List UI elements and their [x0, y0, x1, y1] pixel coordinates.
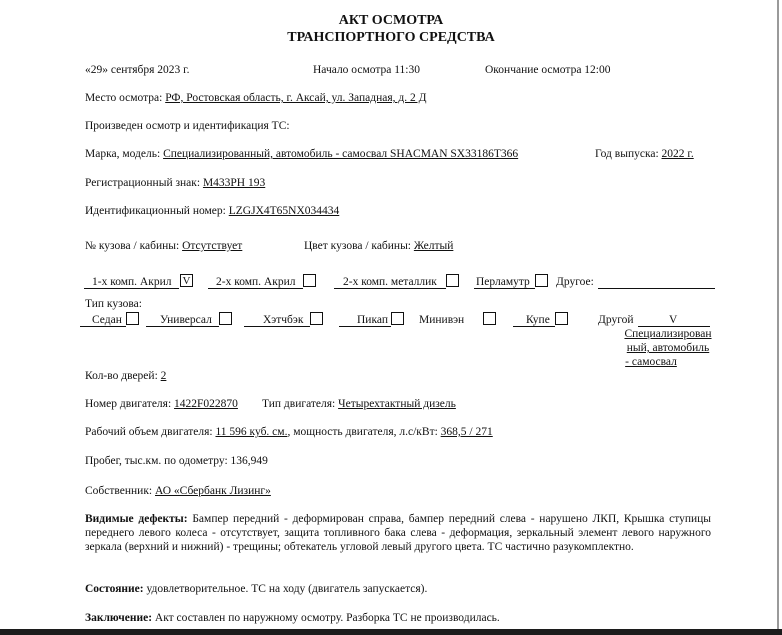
color-row [304, 239, 453, 253]
vin-row [85, 204, 339, 218]
owner-row [85, 484, 271, 498]
doors-row [85, 369, 166, 383]
paint-opt1-underline [84, 288, 179, 289]
body-minivan-label: Минивэн [419, 314, 465, 326]
reg-label: Регистрационный знак: [85, 177, 201, 189]
paint-opt4-checkbox[interactable] [535, 274, 548, 287]
engine-type-label: Тип двигателя: [262, 398, 336, 410]
body-no-value: Отсутствует [182, 240, 243, 252]
body-coupe-checkbox[interactable] [555, 312, 568, 325]
paint-opt3-underline [334, 288, 446, 289]
body-pickup-label: Пикап [357, 314, 388, 326]
body-other-mark: V [669, 314, 678, 326]
engine-no-value: 1422F022870 [174, 398, 238, 410]
paint-opt4-label: Перламутр [476, 276, 530, 288]
body-sedan-underline [80, 326, 126, 327]
engine-row [85, 397, 238, 411]
body-hatchback-label: Хэтчбэк [263, 314, 304, 326]
body-other-label: Другой [598, 314, 634, 326]
paint-opt3-label: 2-х комп. металлик [343, 276, 437, 288]
make-label: Марка, модель: [85, 148, 161, 160]
condition-label: Состояние: [85, 583, 144, 595]
paint-opt1-label: 1-х комп. Акрил [92, 276, 172, 288]
power-value: 368,5 / 271 [440, 426, 493, 438]
make-value: Специализированный, автомобиль - самосвал SHACMAN SX33186T366 [163, 148, 519, 160]
engine-no-label: Номер двигателя: [85, 398, 172, 410]
condition-row [85, 582, 427, 596]
body-universal-label: Универсал [160, 314, 212, 326]
body-universal-underline [146, 326, 219, 327]
vin-label: Идентификационный номер: [85, 205, 226, 217]
displacement-row [85, 425, 493, 439]
place-value: РФ, Ростовская область, г. Аксай, ул. Западная, д. 2 Д [165, 92, 427, 104]
paint-other-label: Другое: [556, 276, 594, 288]
body-other-desc-line3: - самосвал [625, 356, 677, 368]
power-label: , мощность двигателя, л.с/кВт: [287, 426, 438, 438]
place-row [85, 91, 426, 105]
reg-row [85, 176, 265, 190]
place-label: Место осмотра: [85, 92, 163, 104]
paint-opt1-checkbox[interactable]: V [180, 274, 193, 287]
doors-label: Кол-во дверей: [85, 370, 158, 382]
inspection-end: Окончание осмотра 12:00 [485, 64, 611, 76]
inspection-start: Начало осмотра 11:30 [313, 64, 420, 76]
year-row [595, 147, 694, 161]
year-value: 2022 г. [661, 148, 694, 160]
paint-opt4-underline [474, 288, 535, 289]
vin-value: LZGJX4T65NX034434 [228, 205, 340, 217]
body-pickup-underline [339, 326, 391, 327]
body-universal-checkbox[interactable] [219, 312, 232, 325]
make-row [85, 147, 518, 161]
displacement-value: 11 596 куб. см. [215, 426, 288, 438]
paint-opt2-checkbox[interactable] [303, 274, 316, 287]
body-no-row [85, 239, 242, 253]
body-other-desc-line2: ный, автомобиль [626, 342, 710, 354]
engine-type-value: Четырехтактный дизель [338, 398, 456, 410]
body-coupe-underline [513, 326, 555, 327]
defects-paragraph [85, 512, 711, 554]
color-label: Цвет кузова / кабины: [304, 240, 411, 252]
conclusion-label: Заключение: [85, 612, 153, 624]
body-hatchback-underline [244, 326, 310, 327]
doors-value: 2 [160, 370, 167, 382]
paint-other-line [598, 288, 715, 289]
owner-label: Собственник: [85, 485, 153, 497]
inspection-date: «29» сентября 2023 г. [85, 64, 190, 76]
color-value: Желтый [413, 240, 454, 252]
paint-opt2-underline [208, 288, 303, 289]
defects-label: Видимые дефекты: [85, 513, 188, 525]
body-hatchback-checkbox[interactable] [310, 312, 323, 325]
body-minivan-checkbox[interactable] [483, 312, 496, 325]
body-sedan-checkbox[interactable] [126, 312, 139, 325]
body-sedan-label: Седан [92, 314, 122, 326]
doc-title-line2: ТРАНСПОРТНОГО СРЕДСТВА [287, 30, 495, 45]
reg-value: М433РН 193 [202, 177, 266, 189]
conclusion-text: Акт составлен по наружному осмотру. Разборка ТС не производилась. [154, 612, 500, 624]
paint-opt2-label: 2-х комп. Акрил [216, 276, 296, 288]
owner-value: АО «Сбербанк Лизинг» [155, 485, 271, 497]
engine-type-row [262, 397, 456, 411]
year-label: Год выпуска: [595, 148, 659, 160]
conclusion-row [85, 611, 500, 625]
body-no-label: № кузова / кабины: [85, 240, 180, 252]
body-type-label: Тип кузова: [85, 298, 142, 310]
body-other-desc-line1: Специализирован [624, 328, 712, 340]
doc-title-line1: АКТ ОСМОТРА [338, 13, 444, 28]
condition-text: удовлетворительное. ТС на ходу (двигатель запускается). [146, 583, 428, 595]
mileage-row [85, 454, 268, 468]
page-right-edge [777, 0, 779, 635]
inspection-note: Произведен осмотр и идентификация ТС: [85, 120, 290, 132]
body-pickup-checkbox[interactable] [391, 312, 404, 325]
page-bottom-edge [0, 629, 782, 635]
displacement-label: Рабочий объем двигателя: [85, 426, 213, 438]
defects-text: Бампер передний - деформирован справа, бампер передний слева - нарушено ЛКП, Крышка ступицы переднего левого колеса - отсутствует, защита топливного бака слева - деформация, зеркальный элемент левого наружного зеркала (верхний и нижний) - трещины; обтекатель угловой левый другого цвета. ТС частично разукомплектно. [85, 513, 712, 553]
paint-opt3-checkbox[interactable] [446, 274, 459, 287]
mileage-label: Пробег, тыс.км. по одометру: [85, 455, 228, 467]
mileage-value: 136,949 [230, 455, 268, 467]
body-coupe-label: Купе [526, 314, 550, 326]
